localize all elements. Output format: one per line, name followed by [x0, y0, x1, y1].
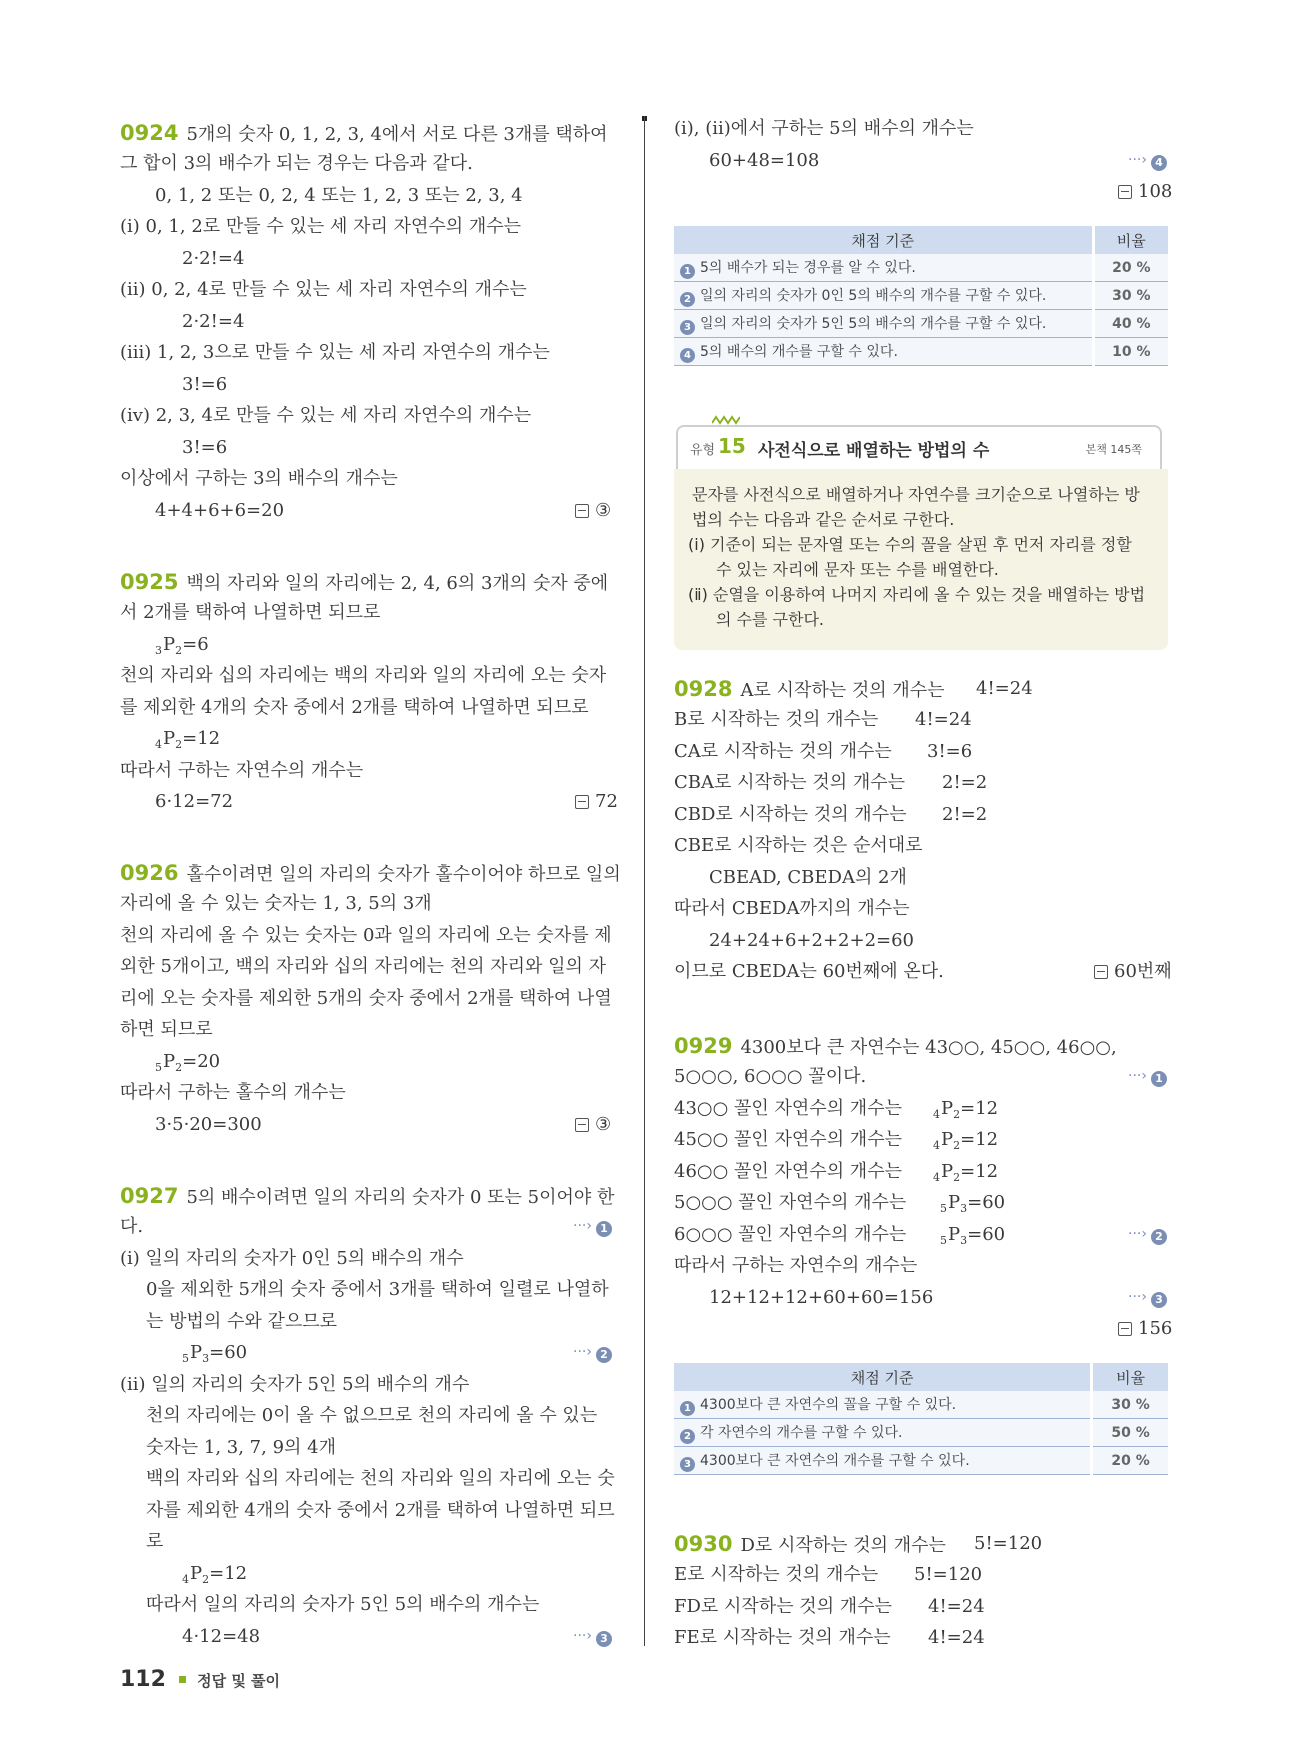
- text-line: 43○○ 꼴인 자연수의 개수는 $_4P_2=12$: [674, 1098, 999, 1121]
- text-line: 백의 자리와 십의 자리에는 천의 자리와 일의 자리에 오는 숫: [146, 1468, 615, 1489]
- formula: $_4P_2=12$: [182, 1563, 248, 1586]
- text-line: 를 제외한 4개의 숫자 중에서 2개를 택하여 나열하면 되므로: [120, 697, 589, 718]
- table-header-criteria: 채점 기준: [674, 226, 1093, 254]
- answer-0924: ③: [575, 499, 611, 523]
- text-line: 자를 제외한 4개의 숫자 중에서 2개를 택하여 나열하면 되므: [146, 1500, 615, 1521]
- text-line: 따라서 CBEDA까지의 개수는: [674, 898, 910, 919]
- table-row: 4 5의 배수의 개수를 구할 수 있다. 10 %: [674, 338, 1168, 366]
- formula: 2·2!=4: [182, 248, 245, 269]
- zigzag-icon: [712, 415, 740, 425]
- problem-0925-line1: 0925 백의 자리와 일의 자리에는 2, 4, 6의 3개의 숫자 중에: [120, 570, 609, 594]
- type-text: (ⅱ) 순열을 이용하여 나머지 자리에 올 수 있는 것을 배열하는 방법: [688, 585, 1146, 604]
- formula: 12+12+12+60+60=156: [709, 1287, 934, 1308]
- table-row: 2 각 자연수의 개수를 구할 수 있다. 50 %: [674, 1419, 1168, 1447]
- type-label: 유형: [690, 443, 716, 458]
- formula: $_5P_2=20$: [155, 1051, 221, 1074]
- answer-icon: [1118, 1322, 1132, 1336]
- formula: 24+24+6+2+2+2=60: [709, 930, 915, 951]
- text-line: 리에 오는 숫자를 제외한 5개의 숫자 중에서 2개를 택하여 나열: [120, 988, 612, 1009]
- text-line: 서 2개를 택하여 나열하면 되므로: [120, 602, 381, 623]
- formula: 3·5·20=300: [155, 1114, 262, 1135]
- text-line: CBD로 시작하는 것의 개수는 2!=2: [674, 804, 988, 825]
- text-line: 외한 5개이고, 백의 자리와 십의 자리에는 천의 자리와 일의 자: [120, 956, 606, 977]
- formula: 4+4+6+6=20: [155, 500, 285, 521]
- type-text: (ⅰ) 기준이 되는 문자열 또는 수의 꼴을 살핀 후 먼저 자리를 정할: [688, 535, 1132, 554]
- text-line: B로 시작하는 것의 개수는 4!=24: [674, 709, 972, 730]
- type-text: 의 수를 구한다.: [716, 610, 824, 629]
- text-line: 천의 자리에는 0이 올 수 없으므로 천의 자리에 올 수 있는: [146, 1405, 598, 1426]
- problem-number: 0930: [674, 1532, 733, 1556]
- text-line: (ⅰ) 0, 1, 2로 만들 수 있는 세 자리 자연수의 개수는: [120, 216, 522, 237]
- column-divider: [644, 116, 645, 1646]
- text-line: 5○○○, 6○○○ 꼴이다.: [674, 1066, 867, 1087]
- text-line: 다.: [120, 1216, 144, 1237]
- scoring-table-0927: [674, 226, 1168, 366]
- text-line: CA로 시작하는 것의 개수는 3!=6: [674, 741, 973, 762]
- answer-0926: ③: [575, 1113, 611, 1137]
- bullet-square-icon: [179, 1676, 186, 1683]
- step-marker-4: ···› 4: [1128, 152, 1167, 171]
- type-text: 수 있는 자리에 문자 또는 수를 배열한다.: [716, 560, 999, 579]
- text-line: (ⅱ) 일의 자리의 숫자가 5인 5의 배수의 개수: [120, 1374, 470, 1395]
- formula: $_5P_3=60$: [182, 1342, 248, 1365]
- type-text: 법의 수는 다음과 같은 순서로 구한다.: [692, 510, 955, 529]
- text-line: CBEAD, CBEDA의 2개: [709, 867, 907, 888]
- problem-0927-line1: 0927 5의 배수이려면 일의 자리의 숫자가 0 또는 5이어야 한: [120, 1184, 615, 1208]
- answer-icon: [1118, 185, 1132, 199]
- answer-0928: 60번째: [1094, 960, 1172, 984]
- text-line: 따라서 일의 자리의 숫자가 5인 5의 배수의 개수는: [146, 1594, 540, 1615]
- text-line: (ⅰ), (ⅱ)에서 구하는 5의 배수의 개수는: [674, 118, 974, 139]
- text-line: 천의 자리에 올 수 있는 숫자는 0과 일의 자리에 오는 숫자를 제: [120, 925, 612, 946]
- text-line: 5○○○ 꼴인 자연수의 개수는 $_5P_3=60$: [674, 1192, 1006, 1215]
- text-line: 하면 되므로: [120, 1019, 213, 1040]
- footer-label: 정답 및 풀이: [197, 1672, 281, 1690]
- text-line: 숫자는 1, 3, 7, 9의 4개: [146, 1437, 336, 1458]
- page-footer: [120, 1667, 280, 1692]
- answer-0927: 108: [1118, 180, 1172, 204]
- problem-0928-line1: 0928 A로 시작하는 것의 개수는 4!=24: [674, 677, 1033, 701]
- table-row: 2 일의 자리의 숫자가 0인 5의 배수의 개수를 구할 수 있다. 30 %: [674, 282, 1168, 310]
- formula: 6·12=72: [155, 791, 234, 812]
- text-line: (ⅱ) 0, 2, 4로 만들 수 있는 세 자리 자연수의 개수는: [120, 279, 527, 300]
- table-row: 3 4300보다 큰 자연수의 개수를 구할 수 있다. 20 %: [674, 1447, 1168, 1475]
- formula: 3!=6: [182, 437, 228, 458]
- table-row: 3 일의 자리의 숫자가 5인 5의 배수의 개수를 구할 수 있다. 40 %: [674, 310, 1168, 338]
- step-marker-2: ···› 2: [573, 1344, 612, 1363]
- text-line: 는 방법의 수와 같으므로: [146, 1311, 338, 1332]
- table-row: 1 5의 배수가 되는 경우를 알 수 있다. 20 %: [674, 254, 1168, 282]
- problem-number: 0924: [120, 121, 179, 145]
- type-box-header: [676, 425, 1162, 469]
- type-text: 문자를 사전식으로 배열하거나 자연수를 크기순으로 나열하는 방: [692, 485, 1140, 504]
- text-line: 이므로 CBEDA는 60번째에 온다.: [674, 961, 944, 982]
- table-row: 1 4300보다 큰 자연수의 꼴을 구할 수 있다. 30 %: [674, 1391, 1168, 1419]
- problem-0926-line1: 0926 홀수이려면 일의 자리의 숫자가 홀수이어야 하므로 일의: [120, 861, 621, 885]
- type-number: 15: [718, 434, 746, 458]
- problem-0930-line1: 0930 D로 시작하는 것의 개수는 5!=120: [674, 1532, 1043, 1556]
- answer-icon: [575, 504, 589, 518]
- text-line: CBE로 시작하는 것은 순서대로: [674, 835, 923, 856]
- text-line: CBA로 시작하는 것의 개수는 2!=2: [674, 772, 988, 793]
- formula: $_4P_2=12$: [155, 728, 221, 751]
- text-line: 45○○ 꼴인 자연수의 개수는 $_4P_2=12$: [674, 1129, 999, 1152]
- table-header-ratio: 비율: [1092, 1363, 1168, 1391]
- text-line: 6○○○ 꼴인 자연수의 개수는 $_5P_3=60$: [674, 1224, 1006, 1247]
- answer-0929: 156: [1118, 1317, 1172, 1341]
- text-line: 따라서 구하는 홀수의 개수는: [120, 1082, 346, 1103]
- text-line: E로 시작하는 것의 개수는 5!=120: [674, 1564, 983, 1585]
- text-line: (ⅳ) 2, 3, 4로 만들 수 있는 세 자리 자연수의 개수는: [120, 405, 532, 426]
- text-line: 46○○ 꼴인 자연수의 개수는 $_4P_2=12$: [674, 1161, 999, 1184]
- answer-0925: 72: [575, 790, 618, 814]
- problem-number: 0929: [674, 1034, 733, 1058]
- problem-number: 0928: [674, 677, 733, 701]
- scoring-table-0929: [674, 1363, 1168, 1475]
- text-line: FD로 시작하는 것의 개수는 4!=24: [674, 1596, 985, 1617]
- answer-icon: [575, 1118, 589, 1132]
- page-number: 112: [120, 1667, 166, 1692]
- step-marker-1: ···› 1: [1128, 1068, 1167, 1087]
- text-line: 자리에 올 수 있는 숫자는 1, 3, 5의 3개: [120, 893, 432, 914]
- formula: 60+48=108: [709, 150, 820, 171]
- text-line: 0, 1, 2 또는 0, 2, 4 또는 1, 2, 3 또는 2, 3, 4: [155, 185, 523, 206]
- problem-number: 0926: [120, 861, 179, 885]
- text-line: (ⅰ) 일의 자리의 숫자가 0인 5의 배수의 개수: [120, 1248, 464, 1269]
- text-line: 로: [146, 1531, 164, 1552]
- problem-number: 0927: [120, 1184, 179, 1208]
- answer-icon: [1094, 965, 1108, 979]
- text-line: 이상에서 구하는 3의 배수의 개수는: [120, 468, 398, 489]
- step-marker-2: ···› 2: [1128, 1226, 1167, 1245]
- text-line: 그 합이 3의 배수가 되는 경우는 다음과 같다.: [120, 153, 473, 174]
- type-box-body: [674, 469, 1168, 650]
- formula: 3!=6: [182, 374, 228, 395]
- problem-number: 0925: [120, 570, 179, 594]
- text-line: 천의 자리와 십의 자리에는 백의 자리와 일의 자리에 오는 숫자: [120, 665, 607, 686]
- text-line: FE로 시작하는 것의 개수는 4!=24: [674, 1627, 985, 1648]
- text-line: 따라서 구하는 자연수의 개수는: [120, 760, 364, 781]
- table-header-ratio: 비율: [1093, 226, 1168, 254]
- text-line: 0을 제외한 5개의 숫자 중에서 3개를 택하여 일렬로 나열하: [146, 1279, 609, 1300]
- problem-0929-line1: 0929 4300보다 큰 자연수는 43○○, 45○○, 46○○,: [674, 1034, 1117, 1058]
- type-reference: 본책 145쪽: [1085, 443, 1142, 456]
- answer-icon: [575, 795, 589, 809]
- step-marker-3: ···› 3: [1128, 1289, 1167, 1308]
- formula: 4·12=48: [182, 1626, 261, 1647]
- formula: 2·2!=4: [182, 311, 245, 332]
- text-line: 따라서 구하는 자연수의 개수는: [674, 1255, 918, 1276]
- table-header-criteria: 채점 기준: [674, 1363, 1092, 1391]
- step-marker-3: ···› 3: [573, 1628, 612, 1647]
- text-line: (ⅲ) 1, 2, 3으로 만들 수 있는 세 자리 자연수의 개수는: [120, 342, 550, 363]
- type-title: 사전식으로 배열하는 방법의 수: [758, 441, 990, 461]
- problem-0924-line1: 0924 5개의 숫자 0, 1, 2, 3, 4에서 서로 다른 3개를 택하여: [120, 121, 608, 145]
- step-marker-1: ···› 1: [573, 1218, 612, 1237]
- formula: $_3P_2=6$: [155, 634, 209, 657]
